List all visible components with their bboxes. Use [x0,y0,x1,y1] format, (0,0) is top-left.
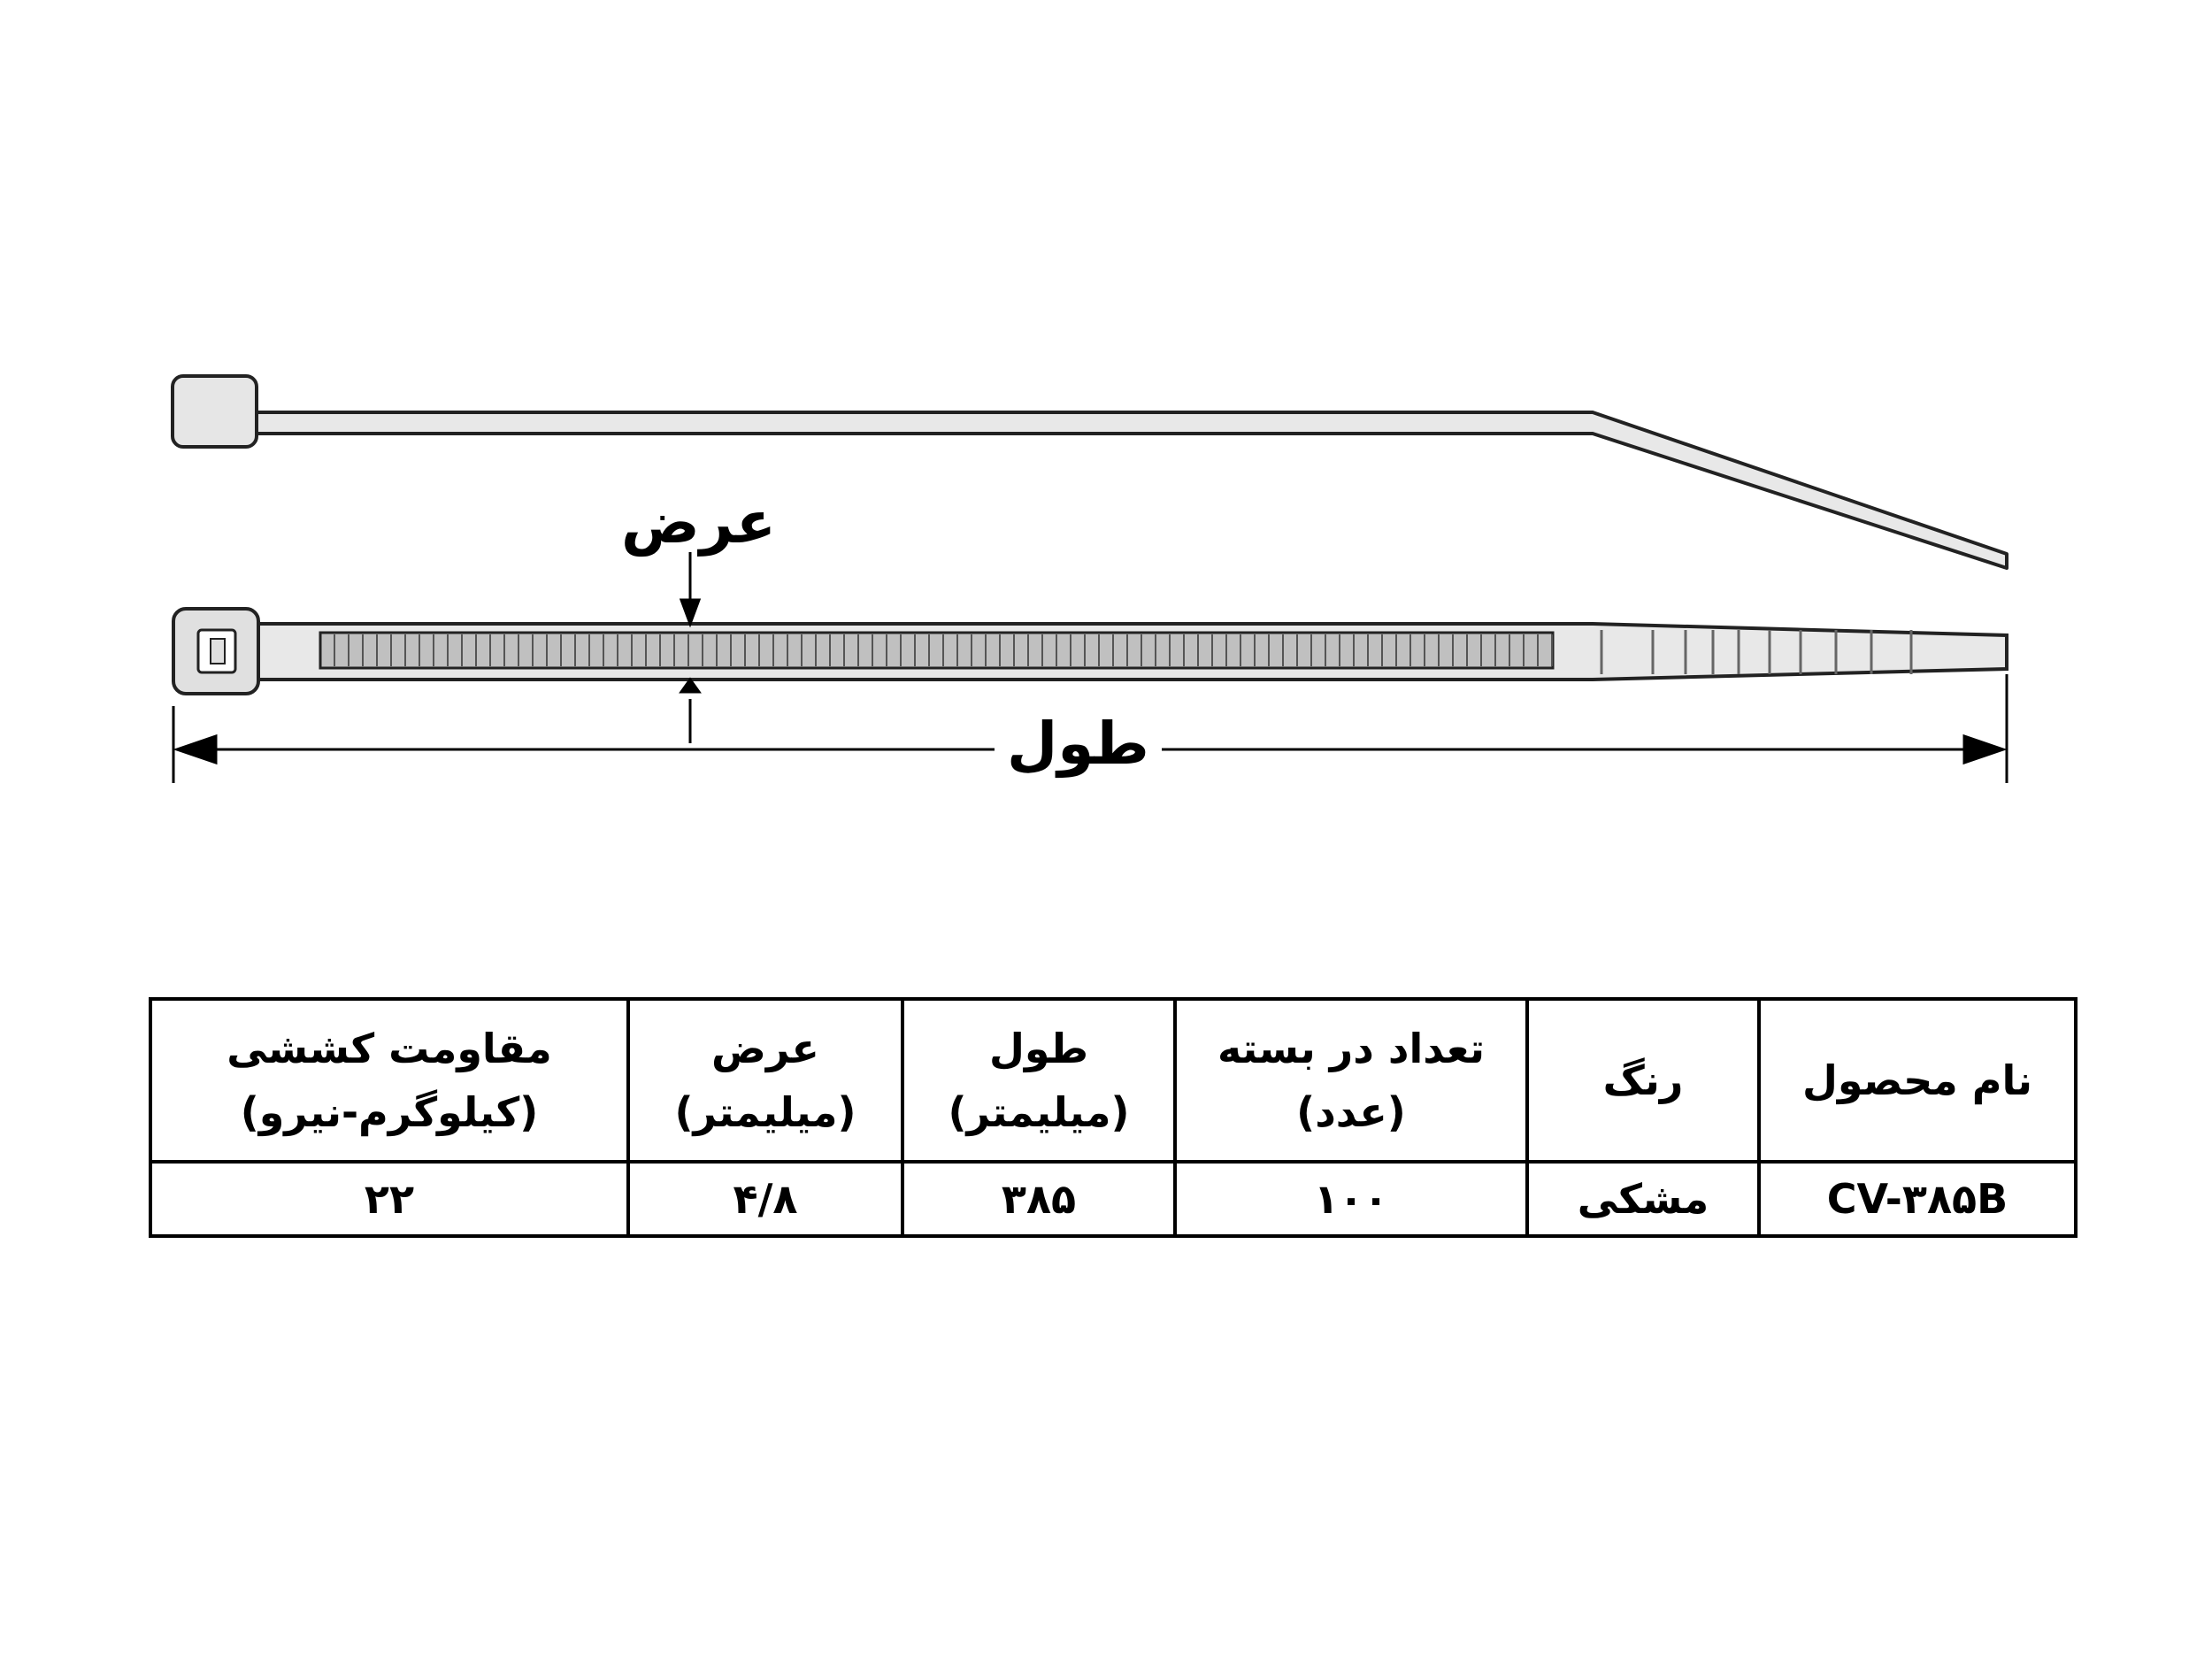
cable-tie-top-view [173,609,2007,694]
cell-product-name: CV-۳۸۵B [1759,1162,2076,1236]
table-row [150,1162,2076,1236]
width-label: عرض [609,494,788,552]
cell-width: ۴/۸ [628,1162,902,1236]
header-length: طول (میلیمتر) [902,999,1175,1162]
cable-tie-side-view [173,376,2007,568]
header-color: رنگ [1527,999,1759,1162]
header-width: عرض (میلیمتر) [628,999,902,1162]
header-tensile-strength: مقاومت کششی (کیلوگرم-نیرو) [150,999,628,1162]
header-product-name: نام محصول [1759,999,2076,1162]
table-header-row [150,999,2076,1162]
cell-color: مشکی [1527,1162,1759,1236]
spec-table [149,997,2078,1238]
cell-length: ۳۸۵ [902,1162,1175,1236]
cell-tensile-strength: ۲۲ [150,1162,628,1236]
header-pack-count: تعداد در بسته (عدد) [1175,999,1527,1162]
cell-pack-count: ۱۰۰ [1175,1162,1527,1236]
length-label: طول [995,715,1162,773]
